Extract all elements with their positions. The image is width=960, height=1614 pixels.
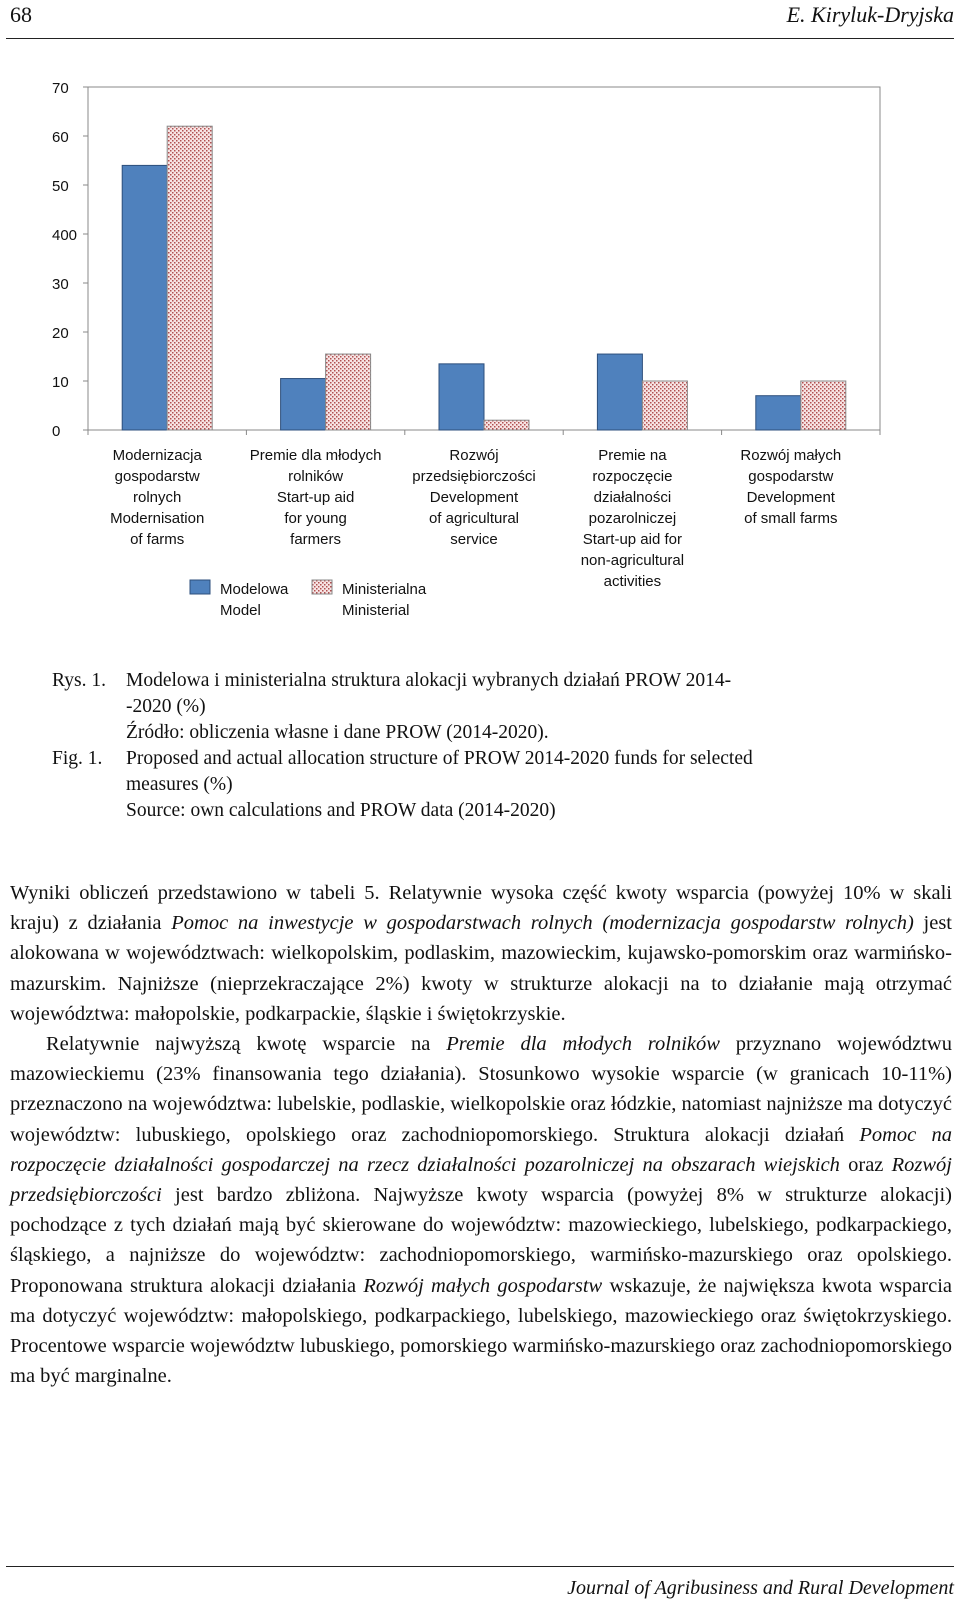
journal-name: Journal of Agribusiness and Rural Development: [567, 1577, 954, 1599]
bars: [88, 126, 880, 435]
p2-text-e: wskazuje, że największa kwota wsparcia ma dotyczyć województw: małopolskiego, podkarpackiego, lubelskiego, mazowieckiego oraz świętokrzyskiego. Procentowe wsparcie województw lubuskiego, pomorskiego warmińsko-mazurskiego oraz zachodniopomorskiego ma być marginalne.: [10, 1274, 953, 1388]
y-tick-label: 400: [52, 227, 78, 244]
x-category-label: [412, 447, 535, 548]
p2-text-d: jest bardzo zbliżona. Najwyższe kwoty wsparcia (powyżej 8% w strukturze alokacji) pochodzące z tych działań mają być skierowane do województw: mazowieckiego, lubelskiego, podkarpackiego, śląskiego, a najniższe do województw: zachodniopomorskiego, warmińsko-mazurskiego oraz opolskiego. Proponowana struktura alokacji działania: [10, 1184, 952, 1297]
legend-label-line: Model: [220, 602, 261, 619]
p2-italic-4: Rozwój małych gospodarstw: [363, 1274, 603, 1297]
y-axis-ticks: [52, 80, 88, 440]
legend-swatch-modelowa: [190, 580, 210, 594]
x-axis-category-labels: [110, 447, 841, 590]
x-category-label-line: działalności: [593, 489, 672, 506]
x-category-label-line: of agricultural: [428, 510, 520, 527]
p2-italic-1: Premie dla młodych rolników: [446, 1033, 720, 1056]
x-category-label-line: Modernizacja: [112, 447, 202, 464]
paragraph-1: [10, 878, 952, 1029]
running-author: E. Kiryluk-Dryjska: [786, 2, 954, 27]
y-tick-label: 0: [52, 423, 61, 440]
y-tick-label: 70: [52, 80, 69, 97]
body-text: [10, 878, 952, 1391]
legend: [190, 580, 427, 619]
bar-chart: [0, 40, 960, 630]
bar-ministerialna: [642, 381, 687, 430]
x-category-label-line: przedsiębiorczości: [412, 468, 536, 485]
legend-label-line: Modelowa: [220, 581, 289, 598]
x-category-label-line: rolnych: [133, 489, 182, 506]
x-category-label-line: non-agricultural: [580, 552, 685, 569]
x-category-label-line: Development: [429, 489, 519, 506]
legend-label-line: Ministerialna: [342, 581, 427, 598]
bar-modelowa: [597, 354, 642, 430]
page-footer: [6, 1566, 954, 1599]
caption-en-label: Fig. 1.: [52, 748, 103, 769]
y-tick-label: 30: [52, 276, 69, 293]
x-category-label-line: Start-up aid for: [582, 531, 683, 548]
x-category-label-line: Development: [746, 489, 835, 506]
caption-en-source: Source: own calculations and PROW data (2014-2020): [126, 800, 556, 821]
x-category-label-line: Premie dla młodych: [249, 447, 382, 464]
caption-en-title-1: Proposed and actual allocation structure of PROW 2014-2020 funds for selected: [126, 748, 753, 769]
y-tick-label: 60: [52, 129, 69, 146]
p2-italic-2: Pomoc na rozpoczęcie działalności gospodarczej na rzecz działalności pozarolniczej na obszarach wiejskich: [10, 1123, 952, 1176]
x-category-label-line: Rozwój małych: [740, 447, 842, 464]
caption-pl-title-1: Modelowa i ministerialna struktura alokacji wybranych działań PROW 2014-: [126, 670, 732, 691]
x-category-label-line: farmers: [290, 531, 342, 548]
bar-modelowa: [756, 396, 801, 430]
bar-ministerialna: [484, 420, 529, 430]
legend-swatch-ministerialna: [312, 580, 332, 594]
figure-caption: [52, 668, 912, 824]
p1-text-a: Wyniki obliczeń przedstawiono w tabeli 5. Relatywnie wysoka część kwoty wsparcia (powyżej 10% w skali kraju) z działania: [10, 882, 952, 935]
bar-ministerialna: [167, 126, 212, 430]
x-category-label-line: rolników: [288, 468, 344, 485]
bar-modelowa: [122, 165, 167, 430]
caption-pl-source: Źródło: obliczenia własne i dane PROW (2014-2020).: [126, 722, 549, 743]
legend-label-line: Ministerial: [342, 602, 410, 619]
x-category-label-line: gospodarstw: [114, 468, 200, 485]
paragraph-2: [10, 1029, 952, 1391]
x-category-label-line: of small farms: [744, 510, 838, 527]
x-category-label: [740, 447, 841, 527]
bar-ministerialna: [326, 354, 371, 430]
legend-label: [220, 581, 289, 619]
bar-modelowa: [281, 379, 326, 430]
y-tick-label: 50: [52, 178, 69, 195]
p2-italic-3: Rozwój przedsiębiorczości: [10, 1153, 952, 1207]
y-tick-label: 20: [52, 325, 69, 342]
x-category-label-line: rozpoczęcie: [592, 468, 673, 485]
page-number: 68: [10, 2, 32, 27]
y-tick-label: 10: [52, 374, 69, 391]
p1-italic-1: Pomoc na inwestycje w gospodarstwach rolnych (modernizacja gospodarstw rolnych): [171, 912, 914, 935]
page-header: [6, 0, 954, 39]
x-category-label-line: pozarolniczej: [588, 510, 677, 527]
x-category-label-line: gospodarstw: [748, 468, 834, 485]
caption-en-title-2: measures (%): [126, 774, 233, 795]
x-category-label: [581, 447, 684, 590]
x-category-label-line: Start-up aid: [276, 489, 355, 506]
x-category-label-line: Premie na: [598, 447, 667, 464]
x-category-label: [250, 447, 382, 548]
caption-pl-label: Rys. 1.: [52, 670, 106, 691]
x-category-label-line: Rozwój: [449, 447, 499, 464]
x-category-label-line: for young: [284, 510, 347, 527]
x-category-label: [110, 447, 204, 548]
bar-ministerialna: [801, 381, 846, 430]
caption-pl-title-2: -2020 (%): [126, 696, 206, 717]
x-category-label-line: activities: [603, 573, 662, 590]
p2-text-a: Relatywnie najwyższą kwotę wsparcie na: [46, 1033, 447, 1056]
x-category-label-line: Modernisation: [110, 510, 205, 527]
p1-text-b: jest alokowana w województwach: wielkopolskim, podlaskim, mazowieckim, kujawsko-pomorskim oraz warmińsko-mazurskim. Najniższe (nieprzekraczające 2%) kwoty w strukturze alokacji na to działanie mają otrzymać województwa: małopolskie, podkarpackie, śląskie i świętokrzyskie.: [10, 912, 953, 1025]
x-category-label-line: of farms: [130, 531, 185, 548]
p2-text-b: przyznano województwu mazowieckiemu (23% finansowania tego działania). Stosunkowo wysokie wsparcie (w granicach 10-11%) przeznaczono na województwa: lubelskie, podlaskie, wielkopolskie oraz łódzkie, natomiast najniższe ma dotyczyć województw: lubuskiego, opolskiego oraz zachodniopomorskiego. Struktura alokacji działań: [10, 1033, 952, 1146]
legend-label: [342, 581, 427, 619]
p2-text-c: oraz: [839, 1153, 892, 1176]
bar-modelowa: [439, 364, 484, 430]
x-category-label-line: service: [450, 531, 498, 548]
